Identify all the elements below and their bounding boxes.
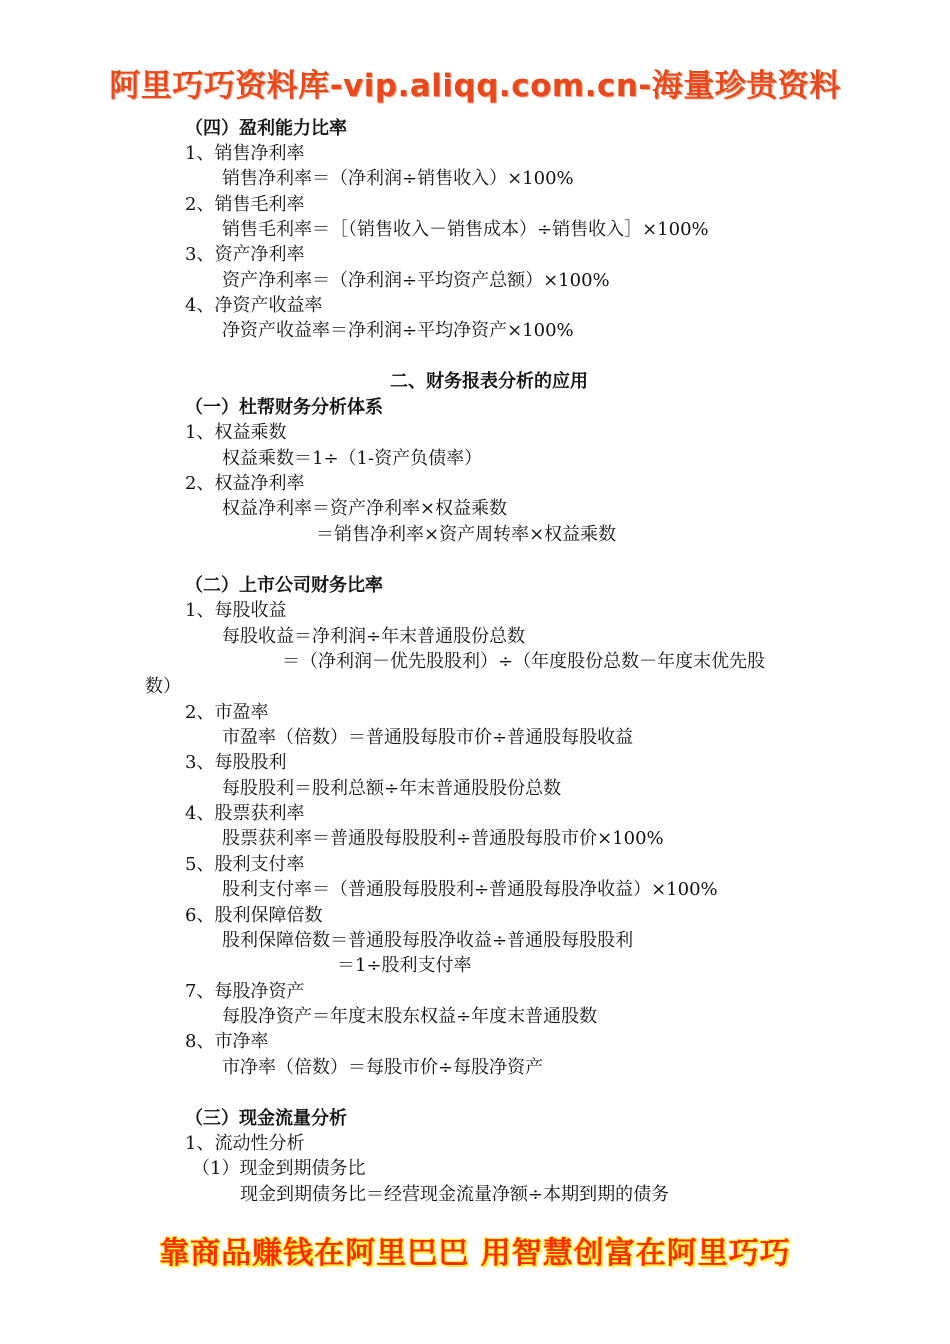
formula-line: 股票获利率＝普通股每股股利÷普通股每股市价×100% <box>222 828 664 849</box>
item-heading: 3、资产净利率 <box>185 244 305 265</box>
footer-banner: 靠商品赚钱在阿里巴巴 用智慧创富在阿里巧巧 <box>159 1236 791 1271</box>
formula-line: 股利支付率＝（普通股每股股利÷普通股每股净收益）×100% <box>222 879 718 900</box>
formula-continuation: ＝（净利润－优先股股利）÷（年度股份总数－年度末优先股 <box>282 651 766 672</box>
formula-line: 市盈率（倍数）＝普通股每股市价÷普通股每股收益 <box>222 727 634 748</box>
item-heading: 2、市盈率 <box>185 702 269 723</box>
header-banner: 阿里巧巧资料库-vip.aliqq.com.cn-海量珍贵资料 <box>109 68 841 104</box>
section-dupont-heading: （一）杜帮财务分析体系 <box>185 397 383 418</box>
formula-wrap: 数） <box>145 676 181 697</box>
formula-continuation: ＝1÷股利支付率 <box>337 955 472 976</box>
formula-line: 市净率（倍数）＝每股市价÷每股净资产 <box>222 1057 544 1078</box>
formula-line: 销售毛利率＝［（销售收入－销售成本）÷销售收入］×100% <box>222 219 709 240</box>
formula-line: 资产净利率＝（净利润÷平均资产总额）×100% <box>222 270 610 291</box>
formula-line: 股利保障倍数＝普通股每股净收益÷普通股每股股利 <box>222 930 634 951</box>
formula-line: 净资产收益率＝净利润÷平均净资产×100% <box>222 320 574 341</box>
item-heading: 1、权益乘数 <box>185 422 287 443</box>
item-heading: 8、市净率 <box>185 1031 269 1052</box>
formula-line: 现金到期债务比＝经营现金流量净额÷本期到期的债务 <box>240 1184 670 1205</box>
item-heading: 2、销售毛利率 <box>185 194 305 215</box>
item-heading: 4、股票获利率 <box>185 803 305 824</box>
formula-line: 销售净利率＝（净利润÷销售收入）×100% <box>222 168 574 189</box>
section-cashflow-heading: （三）现金流量分析 <box>185 1108 347 1129</box>
item-heading: 7、每股净资产 <box>185 981 305 1002</box>
item-heading: 6、股利保障倍数 <box>185 905 323 926</box>
section-listed-company-heading: （二）上市公司财务比率 <box>185 575 383 596</box>
chapter-heading: 二、财务报表分析的应用 <box>390 371 588 392</box>
formula-line: 权益乘数＝1÷（1-资产负债率） <box>222 448 483 469</box>
section-profitability-heading: （四）盈利能力比率 <box>185 118 347 139</box>
formula-line: 权益净利率＝资产净利率×权益乘数 <box>222 498 508 519</box>
formula-line: 每股股利＝股利总额÷年末普通股股份总数 <box>222 778 562 799</box>
item-heading: 1、流动性分析 <box>185 1133 305 1154</box>
item-heading: 2、权益净利率 <box>185 473 305 494</box>
item-heading: 1、销售净利率 <box>185 143 305 164</box>
item-heading: 3、每股股利 <box>185 752 287 773</box>
formula-line: 每股收益＝净利润÷年末普通股份总数 <box>222 626 526 647</box>
item-heading: 1、每股收益 <box>185 600 287 621</box>
item-heading: 5、股利支付率 <box>185 854 305 875</box>
formula-line: 每股净资产＝年度末股东权益÷年度末普通股数 <box>222 1006 598 1027</box>
item-heading: 4、净资产收益率 <box>185 295 323 316</box>
formula-continuation: ＝销售净利率×资产周转率×权益乘数 <box>316 524 617 545</box>
subitem-heading: （1）现金到期债务比 <box>192 1158 366 1179</box>
